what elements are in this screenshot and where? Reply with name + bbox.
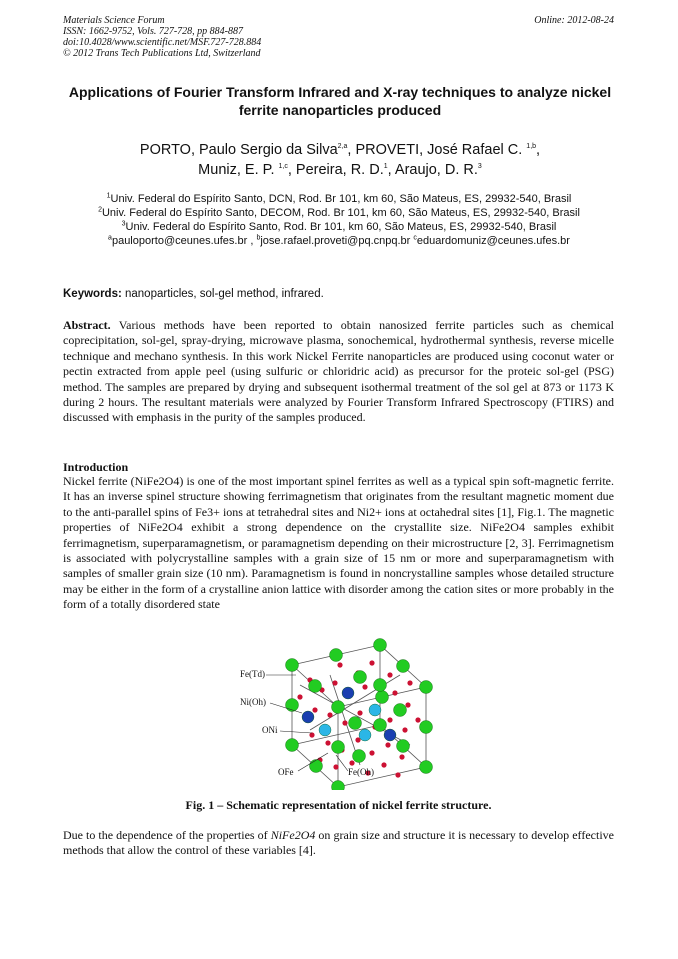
oxygen-atom — [333, 764, 338, 769]
emails: $^a$pauloporto@ceunes.ufes.br , $^b$jose.rafael.proveti@pq.cnpq.br $^c$eduardomuniz@ceunes.ufes.br — [108, 234, 570, 247]
author: , Araujo, D. R. — [387, 162, 478, 178]
introduction-text: Nickel ferrite (NiFe2O4) is one of the most important spinel ferrites as well as a typical spin soft-magnetic ferrite. It has an inverse spinel structure showing ferrimagnetism that originates from the resultant magnetic moment due to the anti-parallel spins of Fe3+ ions at tetrahedral sites and Ni2+ ions at octahedral sites [1], Fig.1. The magnetic properties of NiFe2O4 exhibit a strong dependence on the crystallite size. NiFe2O4 samples exhibit ferrimagnetism, superparamagnetism, or paramagnetism depending on their microstructure [2, 3]. Ferrimagnetism is associated with polycrystalline samples with a grain size of 15 nm or more and superparamagnetism with samples of smaller grain size (10 nm). Paramagnetism is found in noncrystalline samples whose detailed structure may be either in the form of a crystalline anion lattice with disorder among the cation sites or more probably in the form of a totally disordered state — [63, 474, 614, 612]
iron-atom — [394, 704, 407, 717]
oxygen-atom — [342, 720, 347, 725]
closing-paragraph: Due to the dependence of the properties of NiFe2O4 on grain size and structure it is necessary to develop effective methods that allow the control of these variables [4]. — [63, 828, 614, 858]
iron-atom — [420, 721, 433, 734]
affiliation-1: $^1$Univ. Federal do Espírito Santo, DCN, Rod. Br 101, km 60, São Mateus, ES, 29932-540, Brasil — [106, 192, 572, 205]
oxygen-atom — [387, 672, 392, 677]
abstract — [63, 318, 614, 426]
oxygen-atom — [327, 712, 332, 717]
iron-atom — [420, 681, 433, 694]
iron-atom — [286, 739, 299, 752]
affiliations — [63, 192, 615, 248]
oxygen-atom — [337, 662, 342, 667]
nickel-atom — [384, 729, 396, 741]
oxygen-atom — [385, 742, 390, 747]
email-link[interactable]: jose.rafael.proveti@pq.cnpq.br — [260, 235, 411, 247]
oxygen-atom — [297, 694, 302, 699]
iron-atom — [374, 639, 387, 652]
label-o-fe: OFe — [278, 767, 294, 777]
iron-atom — [330, 649, 343, 662]
abstract-label: Abstract. — [63, 318, 111, 332]
abstract-text: Various methods have been reported to obtain nanosized ferrite particles such as chemical coprecipitation, sol-gel, spray-drying, microwave plasma, sonochemical, hydrothermal synthesis, reverse micelle technique and mechano synthesis. In this work Nickel Ferrite nanoparticles are produced using coconut water or pectin extracted from apple peel (using sulfuric or chloridric acid) as precursor for the proteic sol-gel (PSG) method. The samples are prepared by drying and subsequent isothermal treatment of the sol gel at 873 or 1173 K during 2 hours. The resultant materials were analyzed by Fourier Transform Infrared Spectroscopy (FTIRS) and discussed with emphasis in the purity of the samples produced. — [63, 318, 614, 425]
issn: ISSN: 1662-9752, Vols. 727-728, pp 884-887 — [63, 26, 243, 37]
author: Muniz, E. P. — [198, 162, 279, 178]
iron-atom — [286, 659, 299, 672]
oxygen-atom — [357, 710, 362, 715]
copyright: © 2012 Trans Tech Publications Ltd, Switzerland — [63, 48, 261, 59]
iron-atom — [286, 699, 299, 712]
iron-atom — [310, 760, 323, 773]
author-list: PORTO, Paulo Sergio da Silva$^{2,a}$, PROVETI, José Rafael C. $^{1,b}$, Muniz, E. P. $^{1,c}$, Pereira, R. D.$^1$, Araujo, D. R.$^3$ — [139, 142, 541, 178]
affiliation-3: $^3$Univ. Federal do Espírito Santo, Rod. Br 101, km 60, São Mateus, ES, 29932-540, Brasil — [121, 220, 557, 233]
doi: doi:10.4028/www.scientific.net/MSF.727-728.884 — [63, 37, 262, 48]
iron-atom — [376, 691, 389, 704]
oxygen-atom — [381, 762, 386, 767]
oxygen-atom — [395, 772, 400, 777]
author: , Pereira, R. D. — [287, 162, 384, 178]
iron-atom — [353, 750, 366, 763]
oxygen-atom — [399, 754, 404, 759]
oxygen-atom — [369, 660, 374, 665]
author: , PROVETI, José Rafael C. — [347, 142, 527, 158]
iron-atom — [332, 781, 345, 791]
label-fe-oh: Fe(Oh) — [348, 767, 374, 777]
online-date: Online: 2012-08-24 — [534, 15, 614, 26]
label-ni-oh: Ni(Oh) — [240, 697, 266, 707]
figure-1 — [240, 635, 450, 790]
keywords — [63, 288, 324, 300]
formula: NiFe2O4 — [270, 828, 316, 842]
keywords-label: Keywords: — [63, 288, 122, 300]
oxygen-atom — [349, 760, 354, 765]
iron-atom — [332, 701, 345, 714]
oxygen-atom — [405, 702, 410, 707]
label-fe-td: Fe(Td) — [240, 669, 265, 679]
iron-atom — [354, 671, 367, 684]
oxygen-atom — [392, 690, 397, 695]
affiliation-2: $^2$Univ. Federal do Espírito Santo, DECOM, Rod. Br 101, km 60, São Mateus, ES, 29932-540, Brasil — [98, 206, 580, 219]
iron-atom — [374, 719, 387, 732]
author: PORTO, Paulo Sergio da Silva — [139, 142, 338, 158]
oxygen-atom — [332, 680, 337, 685]
iron-atom — [397, 660, 410, 673]
nickel-atom — [302, 711, 314, 723]
oxygen-atom — [362, 684, 367, 689]
iron-atom — [420, 761, 433, 774]
nickel-atom — [369, 704, 381, 716]
nickel-atom — [359, 729, 371, 741]
figure-caption: Fig. 1 – Schematic representation of nickel ferrite structure. — [185, 798, 492, 812]
label-o-ni: ONi — [262, 725, 278, 735]
paper-title: Applications of Fourier Transform Infrared and X-ray techniques to analyze nickel ferrite nanoparticles produced — [68, 84, 612, 118]
oxygen-atom — [312, 707, 317, 712]
iron-atom — [349, 717, 362, 730]
section-heading: Introduction — [63, 460, 129, 474]
oxygen-atom — [402, 727, 407, 732]
email-link[interactable]: eduardomuniz@ceunes.ufes.br — [416, 235, 570, 247]
iron-atom — [374, 679, 387, 692]
oxygen-atom — [387, 717, 392, 722]
oxygen-atom — [369, 750, 374, 755]
keywords-text: nanoparticles, sol-gel method, infrared. — [121, 288, 324, 300]
iron-atom — [332, 741, 345, 754]
crystal-structure-diagram — [240, 635, 450, 790]
journal-name: Materials Science Forum — [63, 15, 165, 26]
nickel-atom — [342, 687, 354, 699]
oxygen-atom — [407, 680, 412, 685]
iron-atom — [309, 680, 322, 693]
oxygen-atom — [415, 717, 420, 722]
nickel-atom — [319, 724, 331, 736]
journal-header — [63, 15, 261, 59]
oxygen-atom — [325, 740, 330, 745]
email-link[interactable]: pauloporto@ceunes.ufes.br , — [111, 235, 254, 247]
iron-atom — [397, 740, 410, 753]
